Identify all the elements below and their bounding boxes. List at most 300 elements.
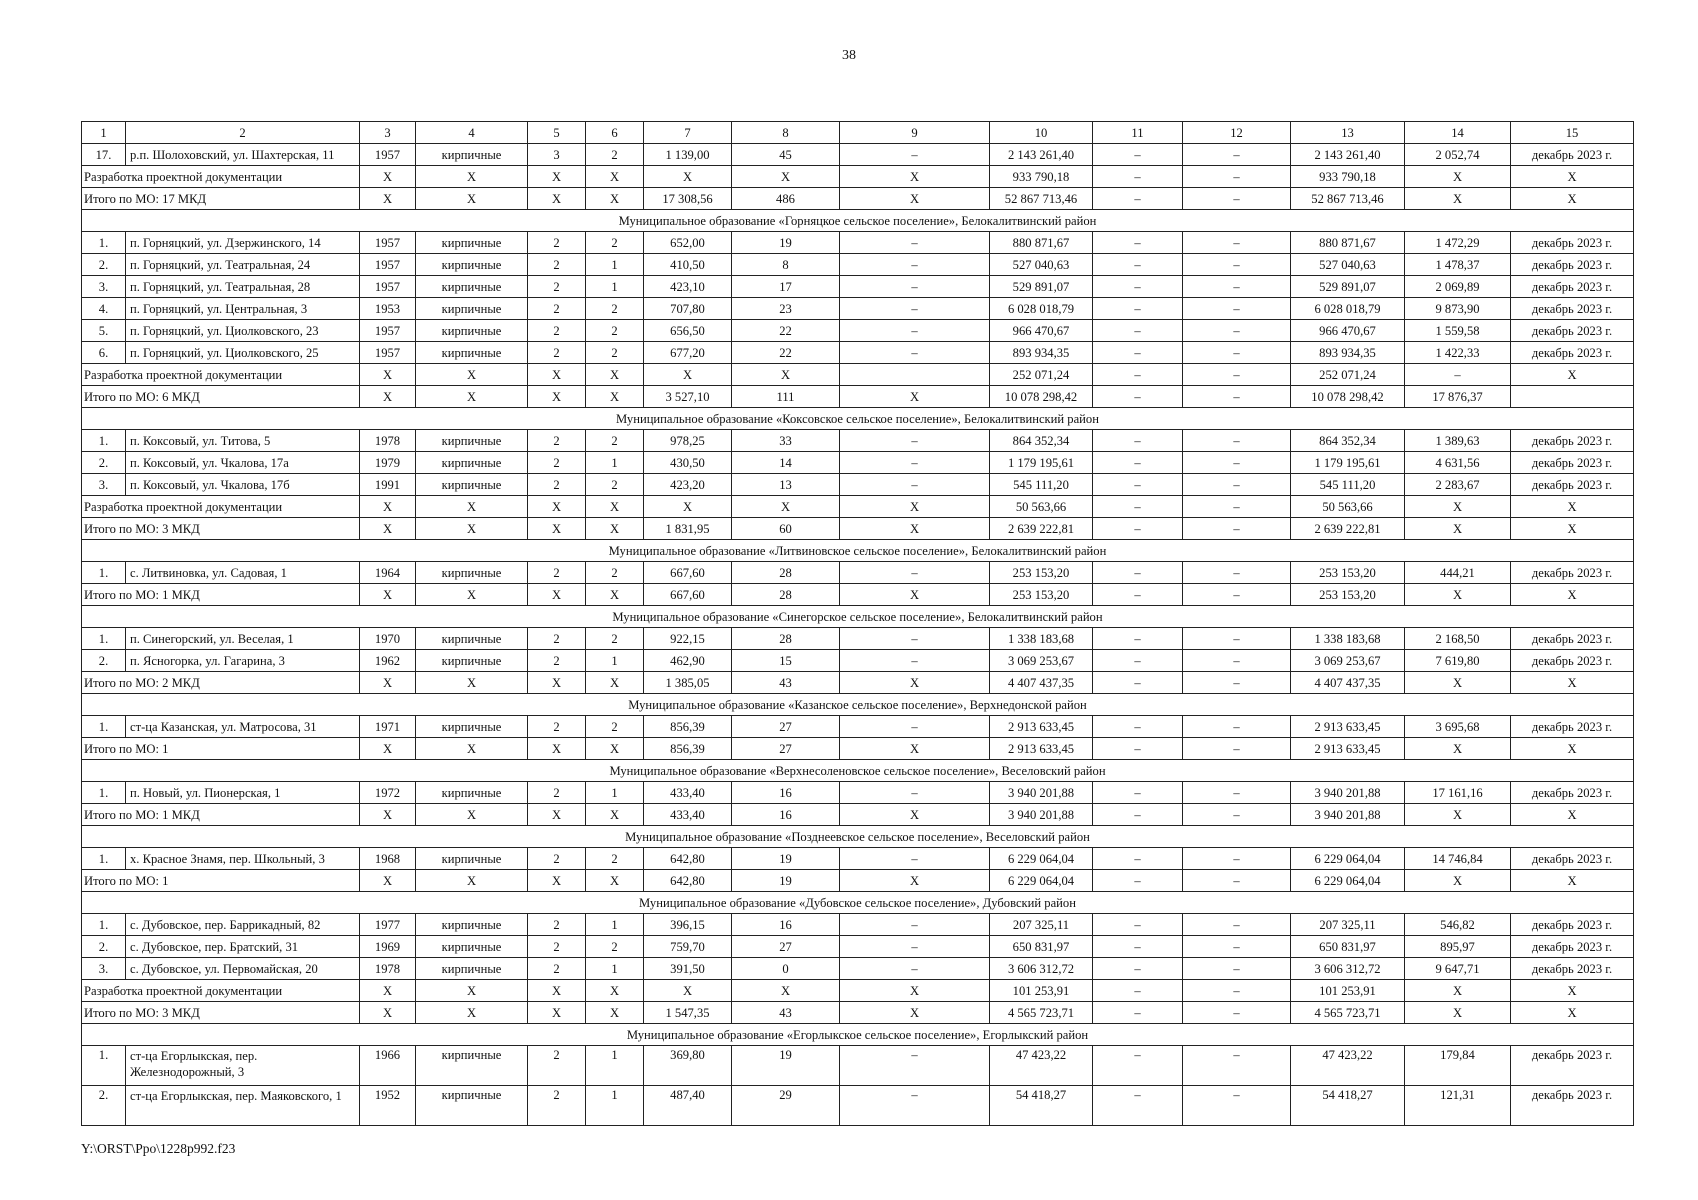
table-cell: 1 338 183,68: [990, 628, 1093, 650]
summary-label: Итого по МО: 3 МКД: [82, 1002, 360, 1024]
address-cell: п. Горняцкий, ул. Циолковского, 25: [126, 342, 360, 364]
table-cell: 433,40: [644, 782, 732, 804]
row-number-cell: 2.: [82, 254, 126, 276]
summary-cell: –: [1183, 738, 1291, 760]
summary-cell: X: [416, 584, 528, 606]
table-cell: кирпичные: [416, 474, 528, 496]
table-cell: 121,31: [1405, 1086, 1511, 1126]
column-number-cell: 4: [416, 122, 528, 144]
table-row: [82, 474, 1634, 496]
section-heading: Муниципальное образование «Дубовское сельское поселение», Дубовский район: [82, 892, 1634, 914]
table-cell: 1957: [360, 144, 416, 166]
table-cell: –: [1093, 276, 1183, 298]
table-cell: –: [1093, 232, 1183, 254]
table-row: [82, 254, 1634, 276]
table-cell: 978,25: [644, 430, 732, 452]
section-heading-row: [82, 408, 1634, 430]
summary-cell: X: [416, 518, 528, 540]
table-cell: 1: [586, 958, 644, 980]
table-cell: –: [840, 958, 990, 980]
table-cell: 2: [528, 232, 586, 254]
column-number-cell: 9: [840, 122, 990, 144]
summary-cell: X: [1405, 804, 1511, 826]
table-cell: 2: [586, 144, 644, 166]
table-row: [82, 452, 1634, 474]
table-cell: 7 619,80: [1405, 650, 1511, 672]
table-cell: 2 069,89: [1405, 276, 1511, 298]
table-cell: 15: [732, 650, 840, 672]
table-cell: кирпичные: [416, 958, 528, 980]
table-cell: кирпичные: [416, 716, 528, 738]
summary-cell: 50 563,66: [1291, 496, 1405, 518]
table-cell: 16: [732, 914, 840, 936]
table-cell: 3 940 201,88: [990, 782, 1093, 804]
table-cell: 2: [528, 298, 586, 320]
summary-cell: –: [1093, 980, 1183, 1002]
address-cell: п. Коксовый, ул. Чкалова, 17б: [126, 474, 360, 496]
table-cell: 2: [528, 320, 586, 342]
summary-row: [82, 584, 1634, 606]
summary-cell: 2 639 222,81: [990, 518, 1093, 540]
table-cell: –: [1183, 914, 1291, 936]
table-cell: –: [840, 254, 990, 276]
table-cell: декабрь 2023 г.: [1511, 716, 1634, 738]
table-cell: 9 647,71: [1405, 958, 1511, 980]
row-number-cell: 2.: [82, 452, 126, 474]
table-cell: 2: [586, 936, 644, 958]
table-cell: 1957: [360, 320, 416, 342]
summary-cell: –: [1183, 496, 1291, 518]
summary-cell: 253 153,20: [1291, 584, 1405, 606]
summary-cell: X: [1511, 188, 1634, 210]
table-cell: –: [1183, 474, 1291, 496]
summary-cell: 4 565 723,71: [990, 1002, 1093, 1024]
row-number-cell: 1.: [82, 1046, 126, 1086]
column-number-cell: 8: [732, 122, 840, 144]
summary-cell: X: [840, 1002, 990, 1024]
summary-cell: 252 071,24: [1291, 364, 1405, 386]
table-cell: декабрь 2023 г.: [1511, 254, 1634, 276]
summary-cell: X: [360, 980, 416, 1002]
section-heading-row: [82, 1024, 1634, 1046]
summary-cell: X: [644, 496, 732, 518]
table-cell: 545 111,20: [990, 474, 1093, 496]
summary-cell: X: [1511, 980, 1634, 1002]
table-cell: 2: [528, 716, 586, 738]
table-cell: декабрь 2023 г.: [1511, 848, 1634, 870]
table-cell: 3 069 253,67: [990, 650, 1093, 672]
table-row: [82, 298, 1634, 320]
table-cell: 1962: [360, 650, 416, 672]
table-cell: 6 028 018,79: [990, 298, 1093, 320]
summary-cell: –: [1093, 584, 1183, 606]
table-cell: –: [1093, 342, 1183, 364]
table-cell: 6 028 018,79: [1291, 298, 1405, 320]
table-cell: 22: [732, 320, 840, 342]
table-cell: 207 325,11: [990, 914, 1093, 936]
summary-cell: X: [586, 166, 644, 188]
table-cell: –: [1183, 232, 1291, 254]
table-cell: 1 139,00: [644, 144, 732, 166]
table-cell: 1952: [360, 1086, 416, 1126]
summary-cell: –: [1093, 166, 1183, 188]
table-cell: 856,39: [644, 716, 732, 738]
table-cell: 1: [586, 914, 644, 936]
summary-cell: 856,39: [644, 738, 732, 760]
table-cell: 0: [732, 958, 840, 980]
table-cell: кирпичные: [416, 342, 528, 364]
table-cell: 1 472,29: [1405, 232, 1511, 254]
table-cell: –: [840, 474, 990, 496]
summary-cell: 10 078 298,42: [990, 386, 1093, 408]
table-cell: декабрь 2023 г.: [1511, 562, 1634, 584]
summary-cell: 667,60: [644, 584, 732, 606]
table-cell: 28: [732, 562, 840, 584]
summary-cell: 642,80: [644, 870, 732, 892]
summary-cell: 4 565 723,71: [1291, 1002, 1405, 1024]
table-cell: 527 040,63: [990, 254, 1093, 276]
table-cell: кирпичные: [416, 276, 528, 298]
summary-cell: X: [528, 1002, 586, 1024]
summary-cell: 60: [732, 518, 840, 540]
table-cell: –: [1093, 1046, 1183, 1086]
section-heading-row: [82, 826, 1634, 848]
summary-label: Разработка проектной документации: [82, 980, 360, 1002]
section-heading-row: [82, 760, 1634, 782]
table-cell: 19: [732, 848, 840, 870]
table-cell: –: [1183, 144, 1291, 166]
summary-cell: –: [1093, 496, 1183, 518]
page-number: 38: [842, 48, 856, 63]
table-cell: 3 695,68: [1405, 716, 1511, 738]
table-cell: 16: [732, 782, 840, 804]
summary-cell: X: [1405, 518, 1511, 540]
summary-cell: 16: [732, 804, 840, 826]
footer-file-path: Y:\ORST\Ppo\1228p992.f23: [81, 1141, 236, 1156]
summary-cell: 101 253,91: [1291, 980, 1405, 1002]
table-cell: 656,50: [644, 320, 732, 342]
table-row: [82, 562, 1634, 584]
table-cell: 3 940 201,88: [1291, 782, 1405, 804]
table-cell: 14: [732, 452, 840, 474]
table-cell: –: [1183, 562, 1291, 584]
table-row: [82, 1086, 1634, 1126]
table-cell: 529 891,07: [990, 276, 1093, 298]
summary-cell: X: [528, 386, 586, 408]
section-heading: Муниципальное образование «Егорлыкское сельское поселение», Егорлыкский район: [82, 1024, 1634, 1046]
row-number-cell: 1.: [82, 628, 126, 650]
summary-cell: X: [586, 870, 644, 892]
summary-cell: X: [1405, 496, 1511, 518]
summary-cell: X: [840, 584, 990, 606]
table-cell: –: [1183, 1046, 1291, 1086]
table-row: [82, 320, 1634, 342]
table-cell: 2: [528, 914, 586, 936]
summary-cell: X: [528, 738, 586, 760]
table-cell: кирпичные: [416, 1086, 528, 1126]
table-cell: 29: [732, 1086, 840, 1126]
table-cell: 2 913 633,45: [990, 716, 1093, 738]
table-cell: декабрь 2023 г.: [1511, 914, 1634, 936]
section-heading-row: [82, 694, 1634, 716]
table-cell: –: [1183, 628, 1291, 650]
summary-cell: X: [840, 188, 990, 210]
table-cell: –: [1093, 452, 1183, 474]
summary-cell: X: [586, 672, 644, 694]
table-cell: 19: [732, 1046, 840, 1086]
table-cell: –: [1093, 254, 1183, 276]
table-cell: 1979: [360, 452, 416, 474]
table-cell: декабрь 2023 г.: [1511, 474, 1634, 496]
summary-row: [82, 672, 1634, 694]
address-cell: п. Новый, ул. Пионерская, 1: [126, 782, 360, 804]
table-cell: 1: [586, 276, 644, 298]
address-cell: х. Красное Знамя, пер. Школьный, 3: [126, 848, 360, 870]
summary-cell: 3 527,10: [644, 386, 732, 408]
table-cell: 3 606 312,72: [1291, 958, 1405, 980]
summary-cell: –: [1405, 364, 1511, 386]
table-cell: 2: [586, 848, 644, 870]
address-cell: п. Коксовый, ул. Титова, 5: [126, 430, 360, 452]
table-cell: 1957: [360, 254, 416, 276]
table-cell: декабрь 2023 г.: [1511, 650, 1634, 672]
table-cell: 864 352,34: [1291, 430, 1405, 452]
table-cell: 17 161,16: [1405, 782, 1511, 804]
summary-row: [82, 870, 1634, 892]
summary-cell: 933 790,18: [990, 166, 1093, 188]
summary-cell: X: [1405, 188, 1511, 210]
summary-cell: X: [1511, 364, 1634, 386]
column-number-row: [82, 122, 1634, 144]
table-cell: 1964: [360, 562, 416, 584]
column-number-cell: 12: [1183, 122, 1291, 144]
table-row: [82, 914, 1634, 936]
table-cell: декабрь 2023 г.: [1511, 782, 1634, 804]
row-number-cell: 4.: [82, 298, 126, 320]
table-cell: 2: [586, 232, 644, 254]
table-cell: 28: [732, 628, 840, 650]
summary-cell: X: [1511, 870, 1634, 892]
table-cell: декабрь 2023 г.: [1511, 320, 1634, 342]
table-cell: –: [1093, 144, 1183, 166]
table-cell: 1978: [360, 958, 416, 980]
table-cell: –: [1093, 782, 1183, 804]
table-cell: 1966: [360, 1046, 416, 1086]
table-cell: –: [840, 1086, 990, 1126]
row-number-cell: 3.: [82, 474, 126, 496]
summary-cell: X: [416, 496, 528, 518]
table-cell: 1: [586, 452, 644, 474]
summary-row: [82, 518, 1634, 540]
table-cell: 17: [732, 276, 840, 298]
summary-cell: –: [1183, 980, 1291, 1002]
table-cell: 1957: [360, 276, 416, 298]
table-cell: 47 423,22: [1291, 1046, 1405, 1086]
summary-cell: X: [528, 518, 586, 540]
summary-cell: X: [586, 496, 644, 518]
summary-row: [82, 364, 1634, 386]
summary-cell: –: [1093, 364, 1183, 386]
table-cell: 1953: [360, 298, 416, 320]
table-cell: 529 891,07: [1291, 276, 1405, 298]
table-cell: 487,40: [644, 1086, 732, 1126]
summary-cell: X: [586, 1002, 644, 1024]
summary-cell: 2 913 633,45: [1291, 738, 1405, 760]
table-cell: 423,20: [644, 474, 732, 496]
row-number-cell: 1.: [82, 848, 126, 870]
table-cell: 1970: [360, 628, 416, 650]
summary-cell: X: [1405, 672, 1511, 694]
summary-cell: 43: [732, 672, 840, 694]
column-number-cell: 2: [126, 122, 360, 144]
row-number-cell: 1.: [82, 430, 126, 452]
row-number-cell: 2.: [82, 1086, 126, 1126]
table-cell: 1991: [360, 474, 416, 496]
summary-cell: 252 071,24: [990, 364, 1093, 386]
summary-cell: X: [528, 870, 586, 892]
summary-cell: X: [360, 386, 416, 408]
table-cell: 2 052,74: [1405, 144, 1511, 166]
table-cell: 2 143 261,40: [990, 144, 1093, 166]
table-cell: 1 389,63: [1405, 430, 1511, 452]
summary-cell: X: [528, 496, 586, 518]
section-heading: Муниципальное образование «Синегорское сельское поселение», Белокалитвинский район: [82, 606, 1634, 628]
table-cell: 1: [586, 782, 644, 804]
summary-cell: 2 639 222,81: [1291, 518, 1405, 540]
table-cell: –: [840, 232, 990, 254]
address-cell: с. Дубовское, пер. Баррикадный, 82: [126, 914, 360, 936]
table-cell: 895,97: [1405, 936, 1511, 958]
table-cell: 2: [528, 254, 586, 276]
table-cell: 1 179 195,61: [990, 452, 1093, 474]
summary-cell: X: [1405, 980, 1511, 1002]
summary-cell: X: [416, 870, 528, 892]
table-cell: 966 470,67: [990, 320, 1093, 342]
summary-cell: –: [1183, 364, 1291, 386]
summary-cell: X: [586, 188, 644, 210]
table-cell: декабрь 2023 г.: [1511, 430, 1634, 452]
section-heading: Муниципальное образование «Казанское сельское поселение», Верхнедонской район: [82, 694, 1634, 716]
table-row: [82, 958, 1634, 980]
table-cell: кирпичные: [416, 782, 528, 804]
summary-cell: X: [360, 496, 416, 518]
address-cell: п. Синегорский, ул. Веселая, 1: [126, 628, 360, 650]
summary-cell: X: [416, 738, 528, 760]
summary-label: Разработка проектной документации: [82, 364, 360, 386]
summary-row: [82, 1002, 1634, 1024]
table-cell: 1: [586, 1086, 644, 1126]
row-number-cell: 1.: [82, 232, 126, 254]
section-heading: Муниципальное образование «Горняцкое сельское поселение», Белокалитвинский район: [82, 210, 1634, 232]
table-cell: 253 153,20: [1291, 562, 1405, 584]
section-heading: Муниципальное образование «Позднеевское сельское поселение», Веселовский район: [82, 826, 1634, 848]
summary-cell: 101 253,91: [990, 980, 1093, 1002]
table-cell: –: [1093, 320, 1183, 342]
summary-cell: X: [586, 386, 644, 408]
table-cell: 1: [586, 254, 644, 276]
table-cell: –: [840, 650, 990, 672]
table-cell: –: [1093, 650, 1183, 672]
table-cell: –: [1183, 452, 1291, 474]
summary-cell: X: [1511, 518, 1634, 540]
table-cell: 2: [528, 474, 586, 496]
summary-cell: X: [1511, 804, 1634, 826]
table-cell: 423,10: [644, 276, 732, 298]
table-cell: –: [840, 276, 990, 298]
summary-label: Итого по МО: 1: [82, 738, 360, 760]
summary-cell: 1 831,95: [644, 518, 732, 540]
table-cell: 4 631,56: [1405, 452, 1511, 474]
table-cell: декабрь 2023 г.: [1511, 1046, 1634, 1086]
table-cell: 2: [528, 958, 586, 980]
table-cell: –: [1093, 430, 1183, 452]
table-cell: 2: [528, 936, 586, 958]
row-number-cell: 17.: [82, 144, 126, 166]
table-cell: 893 934,35: [1291, 342, 1405, 364]
table-cell: декабрь 2023 г.: [1511, 276, 1634, 298]
summary-cell: 19: [732, 870, 840, 892]
table-cell: 396,15: [644, 914, 732, 936]
section-heading: Муниципальное образование «Верхнесоленовское сельское поселение», Веселовский район: [82, 760, 1634, 782]
summary-row: [82, 386, 1634, 408]
table-cell: 23: [732, 298, 840, 320]
table-cell: 2: [528, 276, 586, 298]
section-heading-row: [82, 606, 1634, 628]
table-row: [82, 276, 1634, 298]
section-heading-row: [82, 540, 1634, 562]
address-cell: п. Горняцкий, ул. Театральная, 28: [126, 276, 360, 298]
table-cell: 1972: [360, 782, 416, 804]
summary-cell: X: [528, 584, 586, 606]
summary-cell: X: [360, 166, 416, 188]
table-cell: 14 746,84: [1405, 848, 1511, 870]
summary-cell: X: [528, 188, 586, 210]
summary-cell: [1511, 386, 1634, 408]
table-cell: 1957: [360, 342, 416, 364]
row-number-cell: 1.: [82, 914, 126, 936]
table-cell: –: [840, 628, 990, 650]
table-cell: –: [1093, 562, 1183, 584]
column-number-cell: 13: [1291, 122, 1405, 144]
table-row: [82, 936, 1634, 958]
address-cell: ст-ца Егорлыкская, пер. Железнодорожный, 3: [126, 1046, 360, 1086]
table-cell: декабрь 2023 г.: [1511, 144, 1634, 166]
table-cell: 1971: [360, 716, 416, 738]
table-cell: 546,82: [1405, 914, 1511, 936]
table-cell: –: [840, 452, 990, 474]
table-cell: 2: [528, 1086, 586, 1126]
summary-cell: [840, 364, 990, 386]
summary-cell: 17 308,56: [644, 188, 732, 210]
summary-cell: X: [416, 804, 528, 826]
table-cell: кирпичные: [416, 628, 528, 650]
table-cell: 1: [586, 1046, 644, 1086]
table-cell: кирпичные: [416, 562, 528, 584]
row-number-cell: 2.: [82, 936, 126, 958]
column-number-cell: 14: [1405, 122, 1511, 144]
table-cell: 864 352,34: [990, 430, 1093, 452]
summary-row: [82, 188, 1634, 210]
table-cell: 2: [528, 342, 586, 364]
summary-cell: X: [416, 672, 528, 694]
table-cell: 2 168,50: [1405, 628, 1511, 650]
summary-cell: X: [732, 496, 840, 518]
row-number-cell: 2.: [82, 650, 126, 672]
table-cell: 2 283,67: [1405, 474, 1511, 496]
table-cell: 2: [528, 562, 586, 584]
table-cell: кирпичные: [416, 254, 528, 276]
table-cell: кирпичные: [416, 320, 528, 342]
